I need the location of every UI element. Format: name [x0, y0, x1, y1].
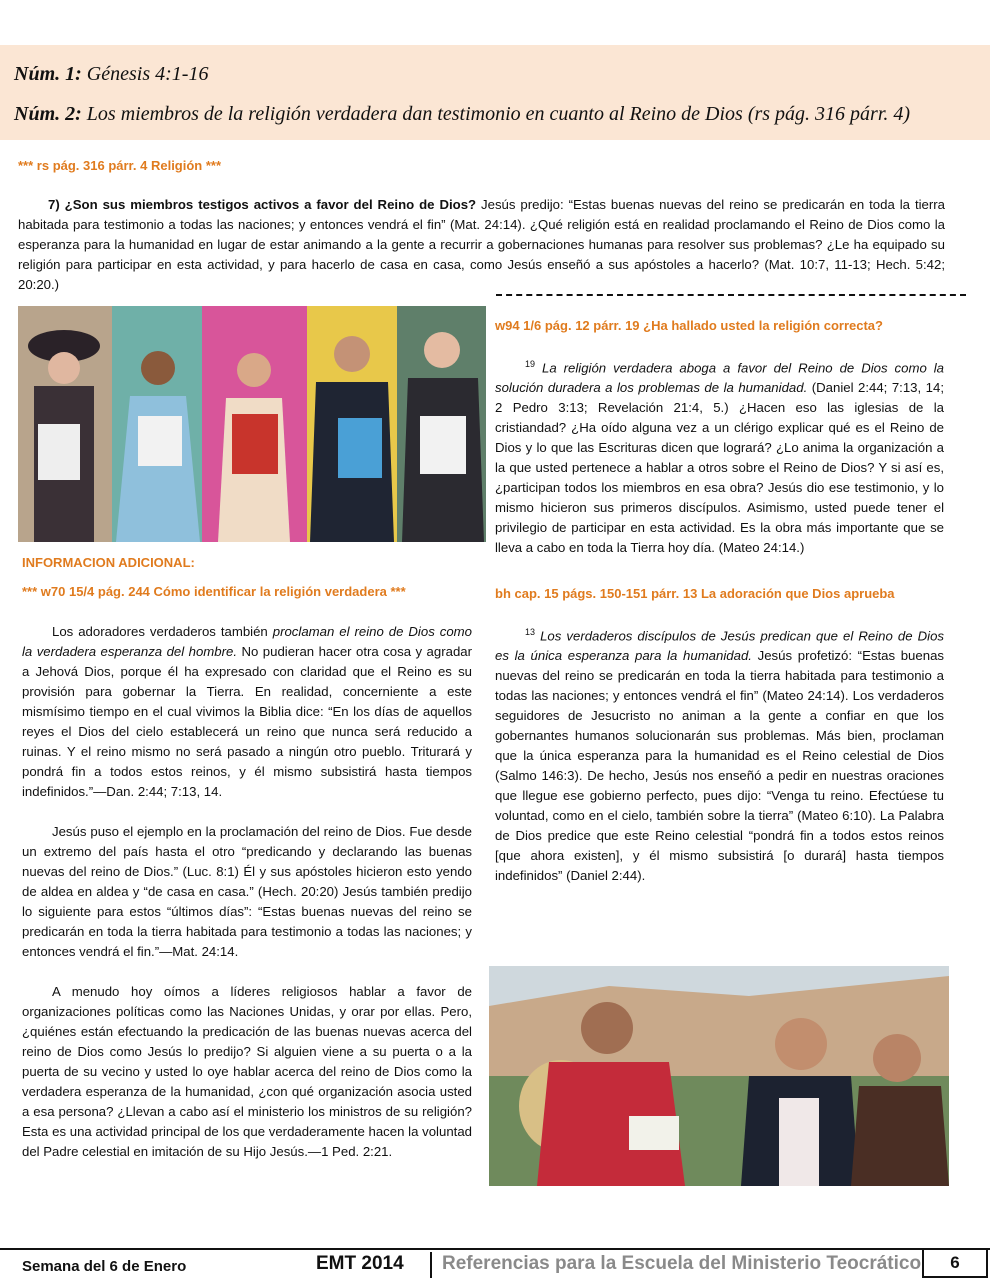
rs-reference-heading: *** rs pág. 316 párr. 4 Religión ***	[18, 158, 222, 173]
w70-paragraph-2: Jesús puso el ejemplo en la proclamación del reino de Dios. Fue desde un extremo del país hasta el otro “predicando y declarando las buenas nuevas del reino de Dios.” (Luc. 8:1) Él y sus apóstoles hicieron esto yendo de aldea en aldea y “de casa en casa.” (Hech. 20:20) Jesús también predijo lo siguiente para estos “últimos días”: “Estas buenas nuevas del reino se predicarán en toda la tierra habitada para testimonio a todas las naciones; y entonces vendrá el fin.”—Mat. 24:14.	[22, 824, 472, 959]
bh-italic-text: Los verdaderos discípulos de Jesús predican que el Reino de Dios es la única esperanza para la humanidad.	[495, 628, 944, 664]
w70-p1-italic: proclaman el reino de Dios como la verdadera esperanza del hombre.	[22, 624, 473, 659]
w70-p1-start: Los adoradores verdaderos también	[52, 624, 273, 639]
w70-reference-heading: *** w70 15/4 pág. 244 Cómo identificar la religión verdadera ***	[22, 584, 406, 599]
w70-paragraph-1	[22, 622, 472, 802]
additional-info-label: INFORMACION ADICIONAL:	[22, 555, 195, 570]
assignment-2	[14, 103, 910, 126]
reading-assignments-header	[0, 45, 990, 140]
assignment-2-label: Núm. 2:	[14, 103, 82, 125]
page-footer	[0, 1248, 990, 1282]
preaching-women-photo	[489, 966, 949, 1186]
w94-paragraph	[495, 354, 944, 558]
w70-p1-rest: No pudieran hacer otra cosa y agradar a Jehová Dios, porque él ha expresado con claridad que el Reino es su provisión para gobernar la Tierra. En realidad, concerniente a este mismísimo tiempo en el cual vivimos la Biblia dice: “En los días de aquellos reyes el Dios del cielo establecerá un reino que nunca será reducido a ruinas. Y el reino mismo no será pasado a ningún otro pueblo. Triturará y pondrá fin a todos estos reinos, y él mismo subsistirá hasta tiempos indefinidos.”—Dan. 2:44; 7:13, 14.	[22, 644, 472, 799]
w94-italic-text: La religión verdadera aboga a favor del Reino de Dios como la solución duradera a los problemas de la humanidad.	[495, 360, 945, 396]
w94-reference-heading: w94 1/6 pág. 12 párr. 19 ¿Ha hallado usted la religión correcta?	[495, 318, 883, 333]
rs-paragraph	[18, 195, 945, 295]
assignment-1	[14, 63, 208, 86]
bh-paragraph-number: 13	[525, 627, 536, 637]
footer-week: Semana del 6 de Enero	[22, 1258, 187, 1275]
assignment-1-text: Génesis 4:1-16	[86, 63, 209, 85]
rs-question: 7) ¿Son sus miembros testigos activos a favor del Reino de Dios?	[48, 197, 477, 212]
w94-text: (Daniel 2:44; 7:13, 14; 2 Pedro 3:13; Revelación 21:4, 5.) ¿Hacen eso las iglesias de la cristiandad? ¿Ha oído alguna vez a un clérigo explicar qué es el Reino de Dios y lo que las Escrituras dicen que logrará? ¿Lo anima la organización a la que usted pertenece a hablar a otros sobre el Reino de Dios? Y si así es, ¿participan todos los miembros en esa obra? Jesús dio ese testimonio, y lo mismo hicieron sus primeros discípulos. Asimismo, usted puede tener el privilegio de participar en esta actividad. Es la obra más importante que se lleva a cabo en toda la Tierra hoy día. (Mateo 24:14.)	[495, 380, 944, 556]
footer-divider	[430, 1252, 432, 1278]
w70-paragraph-3: A menudo hoy oímos a líderes religiosos hablar a favor de organizaciones políticas como las Naciones Unidas, y orar por ellas. Pero, ¿quiénes están efectuando la predicación de las buenas nuevas acerca del reino de Dios como Jesús lo predijo? Si alguien viene a su puerta o a la puerta de su vecino y usted lo oye hablar acerca del reino de Dios como la verdadera esperanza de la humanidad, ¿con qué organización asocia usted a esa persona? ¿Llevan a cabo así el ministerio los ministros de su religión? Esta es una actividad principal de los que verdaderamente hacen la voluntad del Padre celestial en imitación de su Hijo Jesús.—1 Ped. 2:21.	[22, 984, 472, 1159]
w94-paragraph-number: 19	[525, 359, 536, 369]
religious-people-photo	[18, 306, 486, 542]
footer-reference-title: Referencias para la Escuela del Ministerio Teocrático	[442, 1253, 922, 1274]
bh-paragraph	[495, 622, 944, 886]
footer-emt: EMT 2014	[316, 1253, 404, 1274]
rs-text: Jesús predijo: “Estas buenas nuevas del reino se predicarán en toda la tierra habitada para testimonio a todas las naciones; y entonces vendrá el fin” (Mat. 24:14). ¿Qué religión está en realidad proclamando el Reino de Dios como la esperanza para la humanidad en lugar de estar animando a la gente a recurrir a gobernaciones humanas para resolver sus problemas? ¿Le ha equipado su religión para participar en esta actividad, y para hacerlo de casa en casa, como Jesús enseñó a sus apóstoles a hacerlo? (Mat. 10:7, 11-13; Hech. 5:42; 20:20.)	[18, 197, 945, 292]
assignment-2-text: Los miembros de la religión verdadera dan testimonio en cuanto al Reino de Dios (rs pág. 316 párr. 4)	[86, 103, 911, 125]
dashed-divider	[496, 294, 966, 296]
assignment-1-label: Núm. 1:	[14, 63, 82, 85]
page-number: 6	[922, 1250, 988, 1278]
bh-text: Jesús profetizó: “Estas buenas nuevas del reino se predicarán en toda la tierra habitada para testimonio a todas las naciones; y entonces vendrá el fin” (Mateo 24:14). Los verdaderos seguidores de Jesucristo no animan a la gente a confiar en que los gobernantes humanos solucionarán sus problemas. Más bien, proclaman que la única esperanza para la humanidad es el Reino celestial de Dios (Salmo 146:3). De hecho, Jesús nos enseñó a pedir en nuestras oraciones que llegue ese gobierno perfecto, pues dijo: “Venga tu reino. Efectúese tu voluntad, como en el cielo, también sobre la tierra” (Mateo 6:10). La Palabra de Dios predice que este Reino celestial “pondrá fin a todos estos reinos [que ahora existen], y él mismo subsistirá [o durará] hasta tiempos indefinidos” (Daniel 2:44).	[495, 648, 944, 884]
w70-text-block	[22, 622, 472, 1162]
bh-reference-heading: bh cap. 15 págs. 150-151 párr. 13 La adoración que Dios aprueba	[495, 586, 895, 601]
